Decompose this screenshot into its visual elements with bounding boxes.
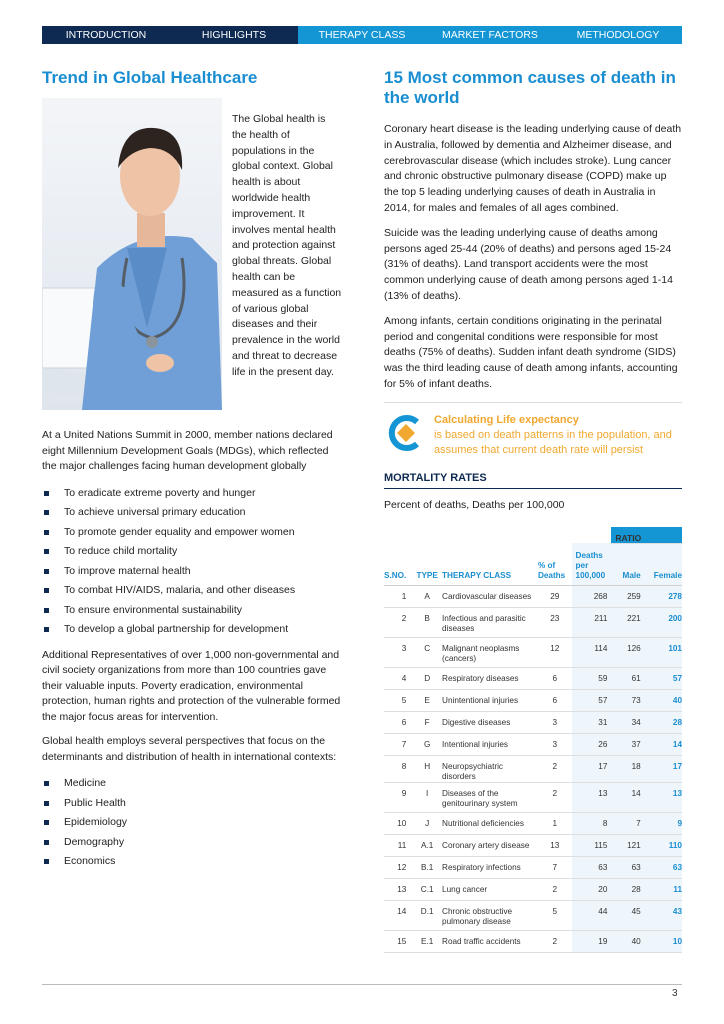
cell-female: 11 [641, 878, 682, 900]
list-item-text: Demography [64, 835, 125, 848]
table-row [384, 667, 682, 689]
table-row [384, 900, 682, 930]
coronary-paragraph: Coronary heart disease is the leading underlying cause of death in Australia, followed by dementia and Alzheimer disease, and cerebrovascular disease (which includes stroke). Lung cancer and chronic obstructive pulmonary disease (COPD) make up the top 5 leading underlying causes of death in Australia in 2014, for males and females of all ages combined. [384, 123, 682, 214]
nav-highlights[interactable]: HIGHLIGHTS [170, 26, 298, 44]
cell-female: 28 [641, 711, 682, 733]
cell-sno: 13 [384, 878, 414, 900]
cell-deaths-per-100000: 114 [572, 637, 612, 667]
left-body [42, 428, 342, 880]
table-header-row [384, 543, 682, 585]
list-item-text: Medicine [64, 777, 107, 789]
cell-female: 43 [641, 900, 682, 930]
cell-type: D [414, 667, 440, 689]
list-item [42, 601, 342, 621]
cell-therapy-class: Respiratory infections [440, 856, 538, 878]
top-nav [42, 26, 682, 59]
list-item [42, 833, 342, 853]
cell-percent-deaths: 3 [538, 733, 572, 755]
cell-type: B.1 [414, 856, 440, 878]
cell-type: A.1 [414, 834, 440, 856]
bullet-square-icon [44, 510, 49, 515]
bullet-square-icon [44, 588, 49, 593]
cell-therapy-class: Road traffic accidents [440, 930, 538, 952]
cell-sno: 5 [384, 689, 414, 711]
cell-deaths-per-100000: 26 [572, 733, 612, 755]
bullet-square-icon [44, 840, 49, 845]
nav-market-factors[interactable]: MARKET FACTORS [426, 26, 554, 44]
bullet-square-icon [44, 491, 49, 496]
list-item-text: To eradicate extreme poverty and hunger [64, 486, 256, 499]
list-item [42, 542, 342, 562]
table-row [384, 585, 682, 607]
table-row [384, 637, 682, 667]
list-item-text: Epidemiology [64, 816, 128, 828]
bullet-square-icon [44, 569, 49, 574]
cell-female: 17 [641, 755, 682, 782]
callout-title: Calculating Life expectancy [434, 413, 579, 426]
table-row [384, 733, 682, 755]
cell-male: 73 [611, 689, 640, 711]
table-row [384, 834, 682, 856]
cell-percent-deaths: 2 [538, 755, 572, 782]
list-item-text: To develop a global partnership for development [64, 623, 289, 635]
cell-male: 61 [611, 667, 640, 689]
bullet-square-icon [44, 801, 49, 806]
header-female: Female [641, 543, 682, 585]
cell-percent-deaths: 29 [538, 585, 572, 607]
cell-therapy-class: Coronary artery disease [440, 834, 538, 856]
cell-sno: 6 [384, 711, 414, 733]
cell-percent-deaths: 23 [538, 607, 572, 637]
bullet-square-icon [44, 530, 49, 535]
cell-male: 14 [611, 782, 640, 812]
cell-deaths-per-100000: 115 [572, 834, 612, 856]
cell-percent-deaths: 2 [538, 782, 572, 812]
cell-male: 126 [611, 637, 640, 667]
list-item-text: To combat HIV/AIDS, malaria, and other diseases [64, 584, 296, 596]
cell-male: 221 [611, 607, 640, 637]
cell-sno: 14 [384, 900, 414, 930]
list-item [42, 581, 342, 601]
cell-male: 63 [611, 856, 640, 878]
list-item [42, 774, 342, 794]
cell-female: 101 [641, 637, 682, 667]
cell-female: 10 [641, 930, 682, 952]
un-paragraph: At a United Nations Summit in 2000, member nations declared eight Millennium Development Goals (MDGs), which reflected the major challenges facing human development globally [42, 429, 333, 472]
cell-male: 28 [611, 878, 640, 900]
left-title: Trend in Global Healthcare [42, 68, 258, 87]
cell-deaths-per-100000: 59 [572, 667, 612, 689]
cell-sno: 7 [384, 733, 414, 755]
cell-female: 40 [641, 689, 682, 711]
cell-percent-deaths: 7 [538, 856, 572, 878]
cell-sno: 11 [384, 834, 414, 856]
cell-female: 14 [641, 733, 682, 755]
cell-deaths-per-100000: 31 [572, 711, 612, 733]
cell-sno: 12 [384, 856, 414, 878]
bullet-square-icon [44, 859, 49, 864]
nav-methodology[interactable]: METHODOLOGY [554, 26, 682, 44]
cell-therapy-class: Chronic obstructive pulmonary disease [440, 900, 538, 930]
cell-female: 57 [641, 667, 682, 689]
cell-therapy-class: Nutritional deficiencies [440, 812, 538, 834]
header-male: Male [611, 543, 640, 585]
cell-percent-deaths: 6 [538, 667, 572, 689]
cell-type: F [414, 711, 440, 733]
cell-deaths-per-100000: 63 [572, 856, 612, 878]
right-title: 15 Most common causes of death in the world [384, 68, 676, 107]
cell-deaths-per-100000: 57 [572, 689, 612, 711]
list-item-text: To promote gender equality and empower women [64, 525, 295, 538]
cell-sno: 1 [384, 585, 414, 607]
list-item-text: To reduce child mortality [64, 545, 178, 557]
representatives-paragraph: Additional Representatives of over 1,000 non-governmental and civil society organizations from more than 100 countries gave their valuable inputs. Poverty eradication, environmental protection, human rights and protection of the vulnerable formed the major focus areas for intervention. [42, 648, 341, 723]
cell-therapy-class: Lung cancer [440, 878, 538, 900]
doctor-illustration [42, 98, 222, 410]
nav-therapy-class-review[interactable]: THERAPY CLASS REVIEW [298, 26, 426, 44]
callout-text [434, 413, 682, 458]
table-row [384, 856, 682, 878]
perspectives-list [42, 774, 342, 872]
cell-deaths-per-100000: 44 [572, 900, 612, 930]
cell-type: E [414, 689, 440, 711]
bullet-square-icon [44, 781, 49, 786]
cell-therapy-class: Infectious and parasitic diseases [440, 607, 538, 637]
cell-male: 18 [611, 755, 640, 782]
header-therapy-class: THERAPY CLASS [440, 543, 538, 585]
bullet-square-icon [44, 608, 49, 613]
cell-female: 278 [641, 585, 682, 607]
footer-rule [42, 984, 682, 985]
list-item [42, 620, 342, 640]
cell-therapy-class: Unintentional injuries [440, 689, 538, 711]
list-item-text: To achieve universal primary education [64, 506, 246, 518]
intro-paragraph: The Global health is the health of populations in the global context. Global health is about worldwide health improvement. It involves mental health and protection against global threats. Global health can be measured as a function of various global diseases and their prevalence in the world and threat to decrease life in the present day. [232, 113, 342, 378]
bullet-square-icon [44, 820, 49, 825]
cell-sno: 8 [384, 755, 414, 782]
cell-male: 45 [611, 900, 640, 930]
cell-percent-deaths: 1 [538, 812, 572, 834]
list-item [42, 562, 342, 582]
cell-male: 121 [611, 834, 640, 856]
nav-introduction[interactable]: INTRODUCTION [42, 26, 170, 44]
list-item [42, 484, 342, 504]
mortality-rates-heading: MORTALITY RATES [384, 472, 682, 489]
ratio-header-row [384, 527, 682, 544]
cell-male: 34 [611, 711, 640, 733]
cell-type: I [414, 782, 440, 812]
cell-type: B [414, 607, 440, 637]
cell-deaths-per-100000: 13 [572, 782, 612, 812]
cell-therapy-class: Neuropsychiatric disorders [440, 755, 538, 782]
cell-percent-deaths: 2 [538, 878, 572, 900]
cell-male: 40 [611, 930, 640, 952]
ratio-label: RATIO [611, 527, 682, 544]
cell-type: E.1 [414, 930, 440, 952]
right-column [384, 68, 682, 953]
cell-female: 13 [641, 782, 682, 812]
life-expectancy-callout [384, 413, 682, 458]
cell-deaths-per-100000: 8 [572, 812, 612, 834]
cell-deaths-per-100000: 20 [572, 878, 612, 900]
cell-deaths-per-100000: 17 [572, 755, 612, 782]
table-row [384, 607, 682, 637]
mortality-subtitle: Percent of deaths, Deaths per 100,000 [384, 498, 565, 511]
list-item [42, 503, 342, 523]
cell-type: H [414, 755, 440, 782]
cell-percent-deaths: 6 [538, 689, 572, 711]
cell-sno: 2 [384, 607, 414, 637]
table-row [384, 812, 682, 834]
cell-sno: 10 [384, 812, 414, 834]
table-row [384, 782, 682, 812]
list-item [42, 813, 342, 833]
cell-therapy-class: Intentional injuries [440, 733, 538, 755]
list-item-text: Economics [64, 855, 116, 867]
mdg-list [42, 484, 342, 640]
divider [384, 402, 682, 403]
cell-deaths-per-100000: 19 [572, 930, 612, 952]
cell-percent-deaths: 13 [538, 834, 572, 856]
perspectives-paragraph: Global health employs several perspectives that focus on the determinants and distribution of health in international contexts: [42, 735, 337, 763]
cell-sno: 3 [384, 637, 414, 667]
cell-percent-deaths: 5 [538, 900, 572, 930]
cell-therapy-class: Digestive diseases [440, 711, 538, 733]
cell-male: 7 [611, 812, 640, 834]
table-row [384, 930, 682, 952]
cell-type: J [414, 812, 440, 834]
cell-percent-deaths: 2 [538, 930, 572, 952]
cell-female: 200 [641, 607, 682, 637]
list-item-text: Public Health [64, 796, 126, 809]
life-expectancy-icon [384, 413, 424, 453]
cell-male: 37 [611, 733, 640, 755]
bullet-square-icon [44, 549, 49, 554]
list-item-text: To ensure environmental sustainability [64, 603, 243, 616]
list-item [42, 523, 342, 543]
right-body [384, 122, 682, 393]
cell-therapy-class: Malignant neoplasms (cancers) [440, 637, 538, 667]
cell-deaths-per-100000: 268 [572, 585, 612, 607]
header-sno: S.NO. [384, 543, 414, 585]
cell-type: C [414, 637, 440, 667]
cell-therapy-class: Respiratory diseases [440, 667, 538, 689]
cell-sno: 15 [384, 930, 414, 952]
mortality-table [384, 527, 682, 953]
list-item [42, 852, 342, 872]
list-item-text: To improve maternal health [64, 564, 191, 577]
suicide-paragraph: Suicide was the leading underlying cause of deaths among persons aged 25-44 (20% of deaths) and persons aged 15-24 (31% of deaths). Land transport accidents were the most common underlying cause of death among persons aged 1-14 (13% of deaths). [384, 226, 673, 302]
cell-female: 9 [641, 812, 682, 834]
cell-deaths-per-100000: 211 [572, 607, 612, 637]
doctor-photo [42, 98, 222, 410]
table-row [384, 878, 682, 900]
cell-type: G [414, 733, 440, 755]
cell-therapy-class: Cardiovascular diseases [440, 585, 538, 607]
header-deaths-per-100000: Deaths per 100,000 [572, 543, 612, 585]
table-row [384, 711, 682, 733]
cell-sno: 4 [384, 667, 414, 689]
cell-type: C.1 [414, 878, 440, 900]
table-row [384, 689, 682, 711]
bullet-square-icon [44, 627, 49, 632]
cell-type: A [414, 585, 440, 607]
left-column [42, 68, 342, 867]
cell-type: D.1 [414, 900, 440, 930]
cell-female: 63 [641, 856, 682, 878]
list-item [42, 794, 342, 814]
header-type: TYPE [414, 543, 440, 585]
infants-paragraph: Among infants, certain conditions originating in the perinatal period and congenital conditions were responsible for most deaths (75% of deaths). Sudden infant death syndrome (SIDS) was the third leading cause of death among infants, accounting for 5% of infant deaths. [384, 314, 678, 390]
cell-male: 259 [611, 585, 640, 607]
cell-percent-deaths: 12 [538, 637, 572, 667]
table-row [384, 755, 682, 782]
callout-body: is based on death patterns in the population, and assumes that current death rate will persist [434, 428, 672, 456]
cell-therapy-class: Diseases of the genitourinary system [440, 782, 538, 812]
cell-sno: 9 [384, 782, 414, 812]
cell-female: 110 [641, 834, 682, 856]
header-percent-deaths: % of Deaths [538, 543, 572, 585]
page-number: 3 [672, 988, 678, 999]
cell-percent-deaths: 3 [538, 711, 572, 733]
